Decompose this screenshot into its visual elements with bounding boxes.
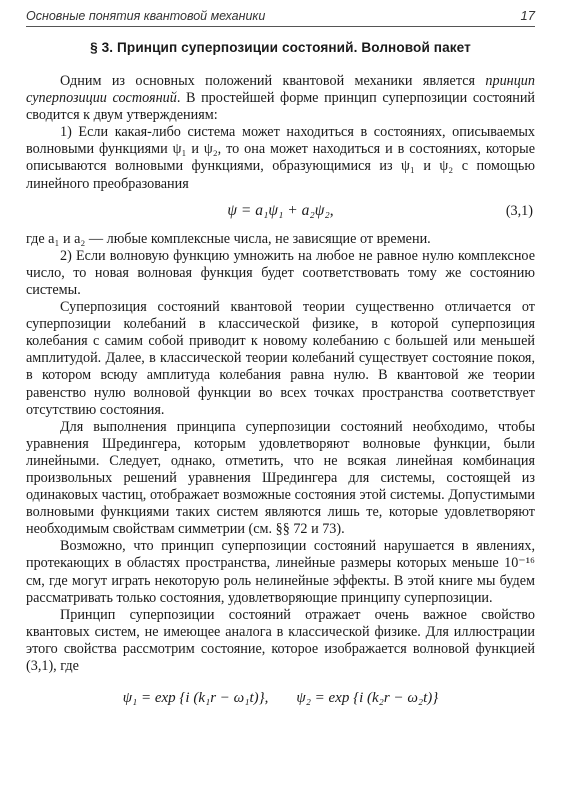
paragraph-illustration: Принцип суперпозиции состояний отражает очень важное свойство квантовых систем, не имеющее аналога в классической физике. Для иллюстрации этого свойства рассмотрим состояние, которое изображается волновой функцией (3,1), где xyxy=(26,606,535,674)
paragraph-violation: Возможно, что принцип суперпозиции состояний нарушается в явлениях, протекающих в областях пространства, линейные размеры которых меньше 10⁻¹⁶ см, где могут играть некоторую роль нелинейные эффекты. В этой книге мы будем рассматривать только состояния, удовлетворяющие принципу суперпозиции. xyxy=(26,538,535,606)
section-title: § 3. Принцип суперпозиции состояний. Волновой пакет xyxy=(90,40,471,55)
equation-psi2: ψ₂ = exp {i (k₂r − ω₂t)} xyxy=(296,690,439,707)
running-header xyxy=(26,8,535,27)
page-number: 17 xyxy=(520,8,535,23)
paragraph-statement-2: 2) Если волновую функцию умножить на любое не равное нулю комплексное число, то новая волновая функция будет соответствовать тому же состоянию системы. xyxy=(26,247,535,298)
equation-number: (3,1) xyxy=(505,202,533,219)
intro-text-start: Одним из основных положений квантовой механики является xyxy=(60,73,486,89)
paragraph-intro xyxy=(26,73,535,124)
paragraph-linearity: Для выполнения принципа суперпозиции состояний необходимо, чтобы уравнения Шредингера, которым удовлетворяют волновые функции, были линейными. Следует, однако, отметить, что не всякая линейная комбинация произвольных решений уравнения Шредингера для системы, состоящей из одинаковых частиц, отображает возможные состояния этой системы. Допустимыми волновыми функциями таких систем являются лишь те, которые удовлетворяют необходимым свойствам симметрии (см. §§ 72 и 73). xyxy=(26,418,535,538)
equation-psi1: ψ₁ = exp {i (k₁r − ω₁t)}, xyxy=(122,690,269,707)
paragraph-coefficients: где a₁ и a₂ — любые комплексные числа, не зависящие от времени. xyxy=(26,230,431,247)
equation-3-1-expression: ψ = a₁ψ₁ + a₂ψ₂, xyxy=(227,201,334,219)
paragraph-classical-comparison: Суперпозиция состояний квантовой теории существенно отличается от суперпозиции колебаний в классической физике, в которой суперпозиция колебания с самим собой приводит к новому колебанию с большей или меньшей амплитудой. Далее, в классической теории колебаний существует состояние покоя, в котором всюду амплитуда колебания равна нулю. В квантовой же теории равенство нулю волновой функции во всех точках пространства соответствует отсутствию состояния. xyxy=(26,299,535,418)
paragraph-statement-1: 1) Если какая-либо система может находиться в состояниях, описываемых волновыми функциями ψ₁ и ψ₂, то она может находиться и в состояниях, которые описываются волновыми функциями, образующимися из ψ₁ и ψ₂ с помощью линейного преобразования xyxy=(26,124,535,192)
equation-3-1 xyxy=(26,199,535,223)
intro-text-end: . В простейшей форме принцип суперпозиции состояний сводится к двум утверждениям: xyxy=(26,90,536,124)
intro-emphasis: принцип суперпозиции состояний xyxy=(26,73,535,107)
running-title: Основные понятия квантовой механики xyxy=(26,9,266,23)
equation-plane-waves xyxy=(26,687,535,709)
